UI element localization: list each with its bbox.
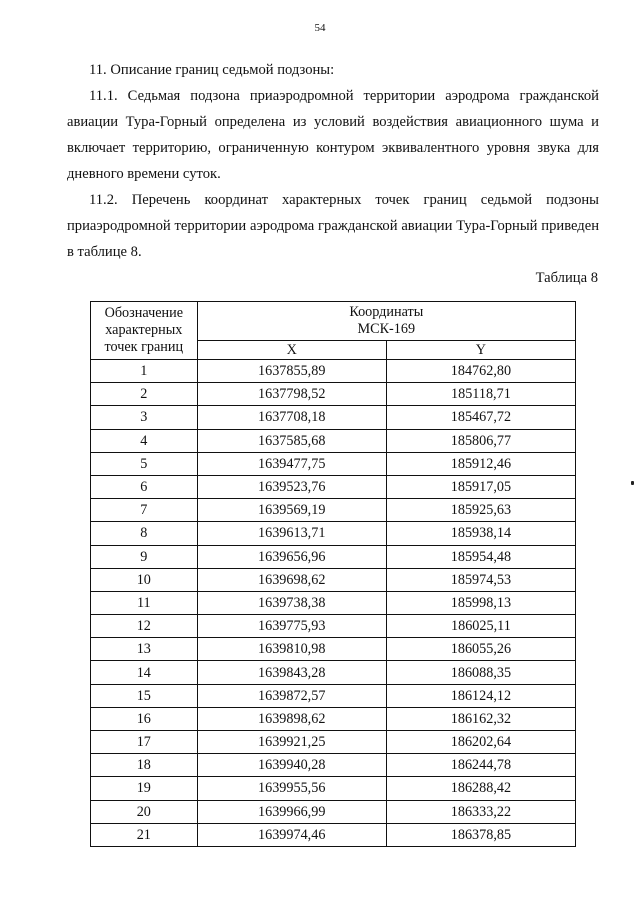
x-coordinate-cell: 1639843,28 xyxy=(197,661,386,684)
y-coordinate-cell: 186088,35 xyxy=(386,661,575,684)
y-coordinate-cell: 185954,48 xyxy=(386,545,575,568)
section-heading: 11. Описание границ седьмой подзоны: xyxy=(89,62,335,78)
point-number-cell: 5 xyxy=(91,452,198,475)
point-number-cell: 9 xyxy=(91,545,198,568)
point-number-cell: 3 xyxy=(91,406,198,429)
header-boundary-points xyxy=(91,302,198,360)
x-coordinate-cell: 1637798,52 xyxy=(197,383,386,406)
header-y: Y xyxy=(386,341,575,360)
page-number: 54 xyxy=(314,22,326,34)
table-row xyxy=(91,429,576,452)
table-row xyxy=(91,638,576,661)
point-number-cell: 11 xyxy=(91,591,198,614)
x-coordinate-cell: 1637855,89 xyxy=(197,360,386,383)
point-number-cell: 1 xyxy=(91,360,198,383)
x-coordinate-cell: 1639921,25 xyxy=(197,731,386,754)
y-coordinate-cell: 186162,32 xyxy=(386,707,575,730)
y-coordinate-cell: 186124,12 xyxy=(386,684,575,707)
x-coordinate-cell: 1639698,62 xyxy=(197,568,386,591)
table-row xyxy=(91,800,576,823)
table-row xyxy=(91,522,576,545)
point-number-cell: 16 xyxy=(91,707,198,730)
point-number-cell: 13 xyxy=(91,638,198,661)
table-row xyxy=(91,452,576,475)
y-coordinate-cell: 186244,78 xyxy=(386,754,575,777)
table-row xyxy=(91,383,576,406)
table-row xyxy=(91,684,576,707)
x-coordinate-cell: 1639477,75 xyxy=(197,452,386,475)
y-coordinate-cell: 185998,13 xyxy=(386,591,575,614)
point-number-cell: 20 xyxy=(91,800,198,823)
y-coordinate-cell: 185974,53 xyxy=(386,568,575,591)
header-coords-line: МСК-169 xyxy=(357,321,416,337)
y-coordinate-cell: 186288,42 xyxy=(386,777,575,800)
point-number-cell: 10 xyxy=(91,568,198,591)
table-row xyxy=(91,823,576,846)
point-number-cell: 15 xyxy=(91,684,198,707)
x-coordinate-cell: 1639569,19 xyxy=(197,499,386,522)
table-caption: Таблица 8 xyxy=(535,270,598,286)
point-number-cell: 14 xyxy=(91,661,198,684)
y-coordinate-cell: 185917,05 xyxy=(386,475,575,498)
y-coordinate-cell: 185938,14 xyxy=(386,522,575,545)
x-coordinate-cell: 1637708,18 xyxy=(197,406,386,429)
y-coordinate-cell: 185912,46 xyxy=(386,452,575,475)
header-x: X xyxy=(197,341,386,360)
header-points-line: точек границ xyxy=(104,339,184,355)
table-row xyxy=(91,475,576,498)
table-row xyxy=(91,406,576,429)
coordinates-table xyxy=(90,301,576,847)
table-row xyxy=(91,754,576,777)
scan-speck xyxy=(631,481,634,485)
y-coordinate-cell: 184762,80 xyxy=(386,360,575,383)
table-row xyxy=(91,661,576,684)
y-coordinate-cell: 185118,71 xyxy=(386,383,575,406)
table-body xyxy=(91,360,576,847)
table-row xyxy=(91,777,576,800)
x-coordinate-cell: 1639810,98 xyxy=(197,638,386,661)
x-coordinate-cell: 1637585,68 xyxy=(197,429,386,452)
table-row xyxy=(91,731,576,754)
point-number-cell: 7 xyxy=(91,499,198,522)
x-coordinate-cell: 1639656,96 xyxy=(197,545,386,568)
point-number-cell: 12 xyxy=(91,615,198,638)
x-coordinate-cell: 1639898,62 xyxy=(197,707,386,730)
x-coordinate-cell: 1639955,56 xyxy=(197,777,386,800)
paragraph-11-1: 11.1. Седьмая подзона приаэродромной территории аэродрома гражданской авиации Тура-Горный определена из условий воздействия авиационного шума и включает территорию, ограниченную контуром эквивалентного уровня звука для дневного времени суток. xyxy=(67,88,599,182)
paragraph-11-2: 11.2. Перечень координат характерных точек границ седьмой подзоны приаэродромной территории аэродрома гражданской авиации Тура-Горный приведен в таблице 8. xyxy=(67,192,599,260)
y-coordinate-cell: 185467,72 xyxy=(386,406,575,429)
point-number-cell: 19 xyxy=(91,777,198,800)
table-row xyxy=(91,568,576,591)
table-row xyxy=(91,499,576,522)
x-coordinate-cell: 1639974,46 xyxy=(197,823,386,846)
x-coordinate-cell: 1639940,28 xyxy=(197,754,386,777)
y-coordinate-cell: 185806,77 xyxy=(386,429,575,452)
header-points-line: Обозначение xyxy=(104,305,183,321)
header-coordinates xyxy=(197,302,575,341)
y-coordinate-cell: 186378,85 xyxy=(386,823,575,846)
x-coordinate-cell: 1639738,38 xyxy=(197,591,386,614)
y-coordinate-cell: 186333,22 xyxy=(386,800,575,823)
table-row xyxy=(91,360,576,383)
header-coords-line: Координаты xyxy=(349,304,424,320)
x-coordinate-cell: 1639523,76 xyxy=(197,475,386,498)
point-number-cell: 21 xyxy=(91,823,198,846)
point-number-cell: 2 xyxy=(91,383,198,406)
table-row xyxy=(91,591,576,614)
point-number-cell: 18 xyxy=(91,754,198,777)
x-coordinate-cell: 1639872,57 xyxy=(197,684,386,707)
point-number-cell: 8 xyxy=(91,522,198,545)
y-coordinate-cell: 186025,11 xyxy=(386,615,575,638)
point-number-cell: 17 xyxy=(91,731,198,754)
table-row xyxy=(91,707,576,730)
y-coordinate-cell: 185925,63 xyxy=(386,499,575,522)
point-number-cell: 6 xyxy=(91,475,198,498)
y-coordinate-cell: 186202,64 xyxy=(386,731,575,754)
point-number-cell: 4 xyxy=(91,429,198,452)
header-points-line: характерных xyxy=(105,322,183,338)
y-coordinate-cell: 186055,26 xyxy=(386,638,575,661)
x-coordinate-cell: 1639775,93 xyxy=(197,615,386,638)
table-row xyxy=(91,615,576,638)
x-coordinate-cell: 1639966,99 xyxy=(197,800,386,823)
table-row xyxy=(91,545,576,568)
x-coordinate-cell: 1639613,71 xyxy=(197,522,386,545)
